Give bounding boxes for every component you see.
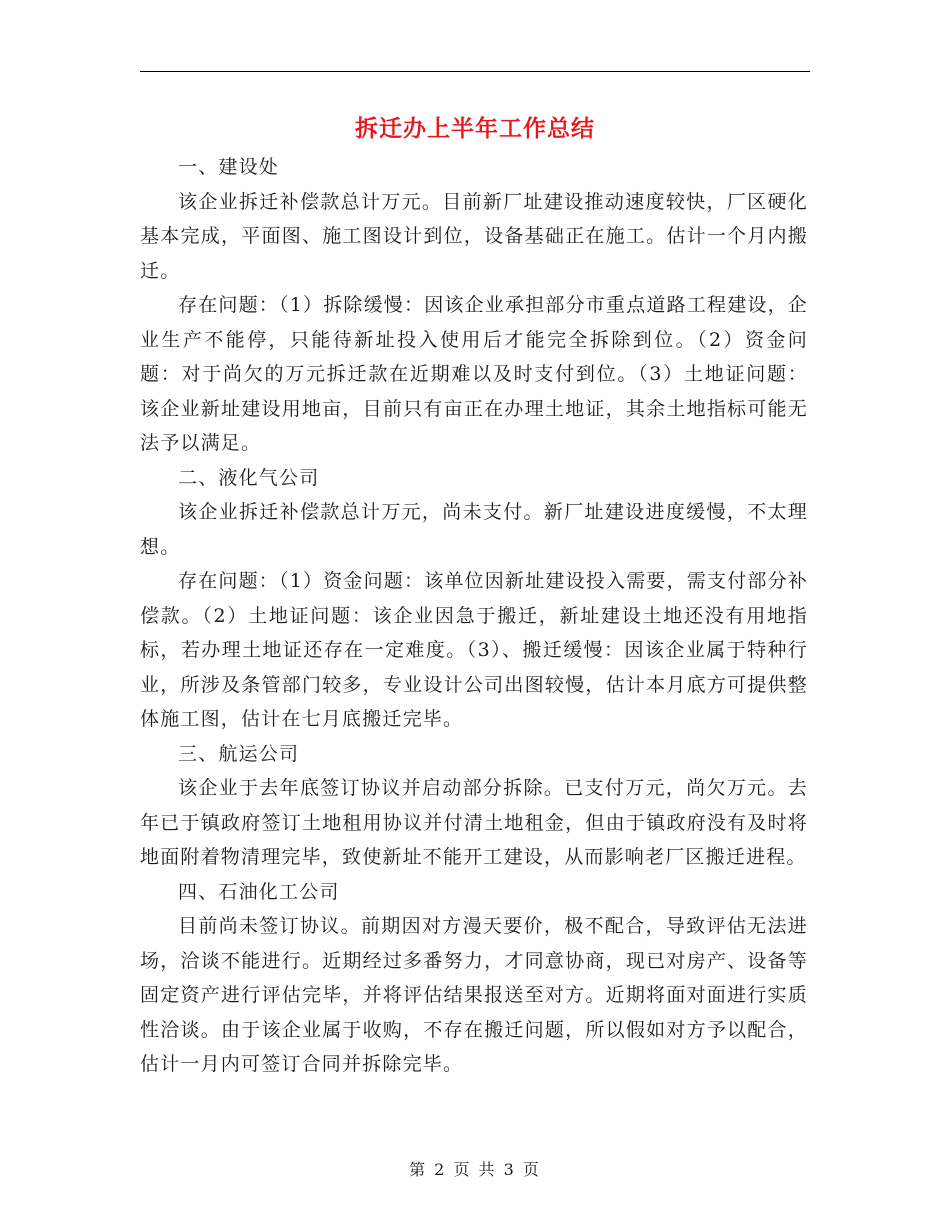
paragraph: 存在问题：（1）拆除缓慢：因该企业承担部分市重点道路工程建设，企业生产不能停，只能待新址投入使用后才能完全拆除到位。（2）资金问题：对于尚欠的万元拆迁款在近期难以及时支付到位。（3）土地证问题：该企业新址建设用地亩，目前只有亩正在办理土地证，其余土地指标可能无法予以满足。 bbox=[140, 294, 808, 454]
paragraph: 目前尚未签订协议。前期因对方漫天要价，极不配合，导致评估无法进场，洽谈不能进行。近期经过多番努力，才同意协商，现已对房产、设备等固定资产进行评估完毕，并将评估结果报送至对方。近期将面对面进行实质性洽谈。由于该企业属于收购，不存在搬迁问题，所以假如对方予以配合，估计一月内可签订合同并拆除完毕。 bbox=[140, 915, 808, 1075]
paragraph: 存在问题：（1）资金问题：该单位因新址建设投入需要，需支付部分补偿款。（2）土地证问题：该企业因急于搬迁，新址建设土地还没有用地指标，若办理土地证还存在一定难度。（3）、搬迁缓慢：因该企业属于特种行业，所涉及条管部门较多，专业设计公司出图较慢，估计本月底方可提供整体施工图，估计在七月底搬迁完毕。 bbox=[140, 570, 808, 730]
header-rule bbox=[140, 71, 810, 72]
page-footer: 第 2 页 共 3 页 bbox=[409, 1160, 541, 1179]
section-heading-1: 一、建设处 bbox=[178, 156, 280, 178]
document-title: 拆迁办上半年工作总结 bbox=[355, 115, 595, 142]
section-heading-3: 三、航运公司 bbox=[178, 742, 300, 765]
document-body bbox=[140, 150, 808, 1082]
paragraph: 该企业拆迁补偿款总计万元。目前新厂址建设推动速度较快，厂区硬化基本完成，平面图、施工图设计到位，设备基础正在施工。估计一个月内搬迁。 bbox=[140, 190, 808, 282]
section-heading-4: 四、石油化工公司 bbox=[178, 880, 340, 903]
section-heading-2: 二、液化气公司 bbox=[178, 466, 320, 489]
paragraph: 该企业于去年底签订协议并启动部分拆除。已支付万元，尚欠万元。去年已于镇政府签订土地租用协议并付清土地租金，但由于镇政府没有及时将地面附着物清理完毕，致使新址不能开工建设，从而影响老厂区搬迁进程。 bbox=[140, 777, 808, 868]
paragraph: 该企业拆迁补偿款总计万元，尚未支付。新厂址建设进度缓慢，不太理想。 bbox=[140, 501, 808, 558]
